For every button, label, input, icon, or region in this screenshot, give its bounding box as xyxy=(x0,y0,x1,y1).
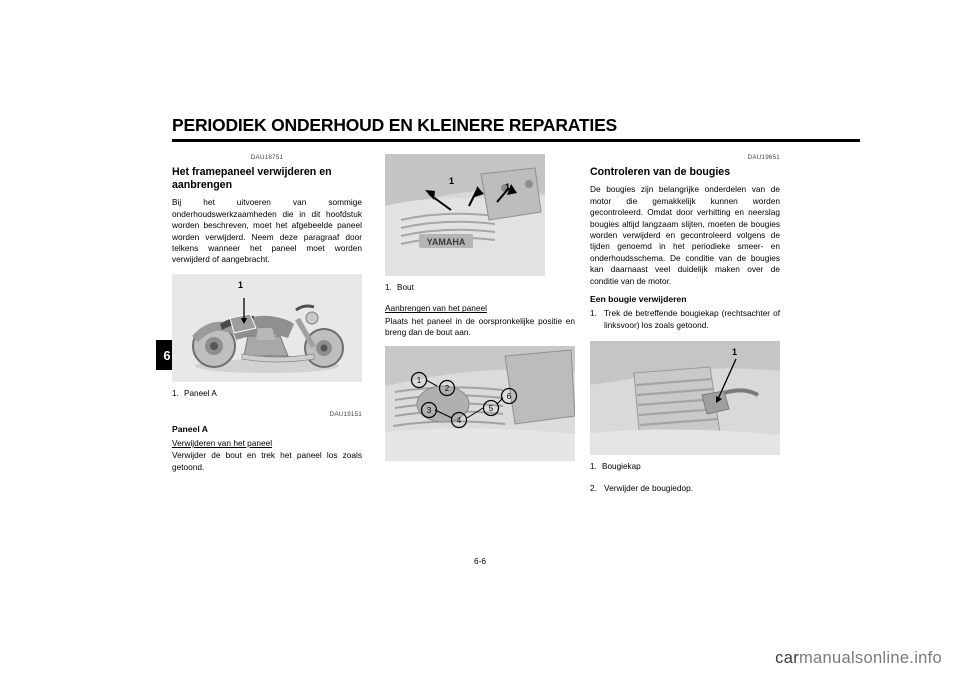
section-heading: Controleren van de bougies xyxy=(590,166,731,179)
section-paragraph: Bij het uitvoeren van sommige onderhoudswerkzaamheden die in dit hoofdstuk worden beschreven, moet het afgebeelde paneel worden verwijderd. Neem deze paragraaf door telkens wanneer het paneel moet worden verwijderd of aangebracht. xyxy=(172,197,362,265)
figure-caption-number: 1. xyxy=(385,283,392,292)
step-2-text: Verwijder de bougiedop. xyxy=(604,482,694,493)
svg-text:2: 2 xyxy=(444,383,450,393)
figure-bolt xyxy=(385,154,545,276)
subsection-heading: Een bougie verwijderen xyxy=(590,294,687,305)
procedure-paragraph: Verwijder de bout en trek het paneel los zoals getoond. xyxy=(172,450,362,472)
spark-plug-cap-illustration xyxy=(590,341,780,455)
svg-text:YAMAHA: YAMAHA xyxy=(426,237,466,247)
callout-1: 1 xyxy=(732,347,738,358)
svg-text:5: 5 xyxy=(488,403,494,413)
figure-engine-parts xyxy=(385,346,575,461)
engine-closeup-illustration xyxy=(385,154,545,276)
svg-text:1: 1 xyxy=(416,375,422,385)
step-2 xyxy=(590,483,780,494)
step-1-text: Trek de betreffende bougiekap (rechtsachter of linksvoor) los zoals getoond. xyxy=(604,308,780,330)
column-left xyxy=(172,152,362,480)
svg-text:3: 3 xyxy=(426,405,432,415)
figure-caption-number: 1. xyxy=(590,462,597,472)
svg-text:6: 6 xyxy=(506,391,512,401)
page-title: PERIODIEK ONDERHOUD EN KLEINERE REPARATIES xyxy=(172,115,618,135)
chapter-tab: 6 xyxy=(156,340,178,370)
svg-text:4: 4 xyxy=(456,415,462,425)
subsection-heading: Paneel A xyxy=(172,423,208,434)
page-number: 6-6 xyxy=(473,556,487,566)
section-heading: Het framepaneel verwijderen en aanbrengen xyxy=(172,166,332,192)
engine-parts-illustration xyxy=(385,346,575,461)
figure-caption-number: 1. xyxy=(172,388,179,398)
column-right xyxy=(590,152,780,497)
section-paragraph: De bougies zijn belangrijke onderdelen van de motor die gemakkelijk kunnen worden gecontroleerd. Omdat door verhitting en neerslag bougies altijd langzaam slijten, moeten de bougies worden verwijderd en gecontroleerd volgens de tijden genoemd in het periodieke smeer- en onderhoudsschema. De conditie van de bougies kan daarnaast veel duidelijk maken over de conditie van de motor. xyxy=(590,184,780,286)
figure-spark-plug-cap xyxy=(590,341,780,455)
figure-caption-text: Bout xyxy=(397,283,414,292)
motorcycle-illustration xyxy=(172,274,362,382)
step-2-number: 2. xyxy=(590,482,597,493)
figure-caption-text: Paneel A xyxy=(184,388,217,398)
callout-1-right: 1 xyxy=(505,182,511,192)
figure-caption xyxy=(172,388,362,399)
callout-1: 1 xyxy=(238,279,244,290)
header-divider xyxy=(172,139,860,142)
watermark-dark: car xyxy=(775,649,799,667)
watermark-light: manualsonline.info xyxy=(799,649,942,667)
doc-code: DAU19651 xyxy=(747,154,780,161)
figure-panel-a xyxy=(172,274,362,382)
watermark xyxy=(775,649,942,668)
figure-caption-text: Bougiekap xyxy=(602,462,641,472)
step-1-number: 1. xyxy=(590,308,597,319)
procedure-heading-install: Aanbrengen van het paneel xyxy=(385,303,487,314)
callout-1-left: 1 xyxy=(449,176,455,186)
procedure-heading-remove: Verwijderen van het paneel xyxy=(172,438,273,449)
doc-code-2: DAU19151 xyxy=(329,411,362,419)
doc-code: DAU18751 xyxy=(250,154,284,161)
figure-caption-plug-cap xyxy=(590,461,780,472)
step-1 xyxy=(590,308,780,331)
install-paragraph: Plaats het paneel in de oorspronkelijke positie en breng dan de bout aan. xyxy=(385,315,575,338)
figure-caption-bolt xyxy=(385,282,575,293)
column-middle xyxy=(385,152,575,463)
